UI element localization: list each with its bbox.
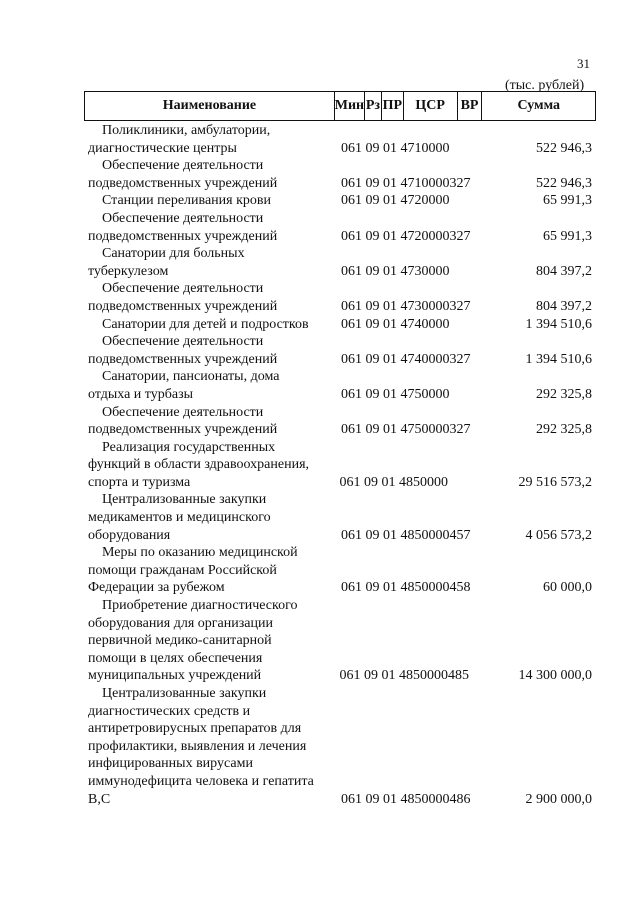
- table-row: [88, 439, 596, 492]
- row-name-line: подведомственных учреждений: [88, 228, 278, 244]
- row-amount: 1 394 510,6: [525, 316, 592, 332]
- row-name-line: помощи гражданам Российской: [88, 562, 277, 578]
- row-name-line: муниципальных учреждений: [88, 668, 262, 684]
- row-name-line: диагностических средств и: [88, 703, 251, 719]
- table-body: [88, 122, 596, 808]
- row-name-line: отдыха и турбазы: [88, 386, 194, 402]
- row-name-line: Приобретение диагностического: [102, 598, 298, 614]
- row-amount: 4 056 573,2: [525, 527, 592, 543]
- row-name-line: оборудования: [88, 527, 171, 543]
- row-name-line: Обеспечение деятельности: [102, 334, 264, 350]
- row-name: [88, 597, 338, 685]
- row-code: 061 09 01 4710000: [341, 140, 450, 156]
- row-name-line: Реализация государственных: [102, 439, 276, 455]
- table-row: [88, 192, 596, 210]
- row-name-line: Санатории для детей и подростков: [102, 316, 309, 332]
- row-name: [88, 439, 338, 492]
- page-number: 31: [577, 56, 590, 71]
- row-code: 061 09 01 4750000327: [341, 422, 471, 438]
- header-pr: ПР: [382, 92, 404, 120]
- row-name: [88, 404, 339, 439]
- row-code: 061 09 01 4730000: [341, 263, 450, 279]
- header-sum: Сумма: [517, 98, 561, 113]
- row-name: [88, 122, 339, 157]
- row-code: 061 09 01 4720000: [341, 193, 450, 209]
- table-row: [88, 210, 596, 245]
- table-row: [88, 245, 596, 280]
- row-name-line: Централизованные закупки: [102, 686, 267, 701]
- row-name: [88, 544, 339, 597]
- row-name-line: профилактики, выявления и лечения: [88, 738, 307, 754]
- row-name-line: инфицированных вирусами: [88, 756, 253, 772]
- row-name-line: диагностические центры: [88, 140, 237, 156]
- row-name-line: антиретровирусных препаратов для: [88, 721, 302, 737]
- table-row: [88, 157, 596, 192]
- row-name-line: подведомственных учреждений: [88, 422, 278, 438]
- row-amount: 29 516 573,2: [518, 474, 592, 490]
- row-name-line: туберкулезом: [88, 263, 169, 279]
- header-vr: ВР: [458, 92, 483, 120]
- row-name-line: медикаментов и медицинского: [88, 510, 271, 526]
- row-amount: 522 946,3: [536, 175, 592, 191]
- row-name-line: подведомственных учреждений: [88, 351, 278, 367]
- row-code: 061 09 01 4850000458: [341, 580, 471, 596]
- row-name: [88, 280, 339, 315]
- row-amount: 65 991,3: [543, 193, 592, 209]
- table-row: [88, 333, 596, 368]
- row-code: 061 09 01 4730000327: [341, 298, 471, 314]
- header-name: Наименование: [85, 92, 335, 120]
- table-row: [88, 368, 596, 403]
- table-row: [88, 544, 596, 597]
- row-name-line: спорта и туризма: [88, 474, 191, 490]
- table-row: [88, 685, 596, 808]
- row-amount: 14 300 000,0: [518, 668, 592, 684]
- row-code: 061 09 01 4750000: [341, 386, 450, 402]
- row-amount: 1 394 510,6: [525, 351, 592, 367]
- row-name-line: Обеспечение деятельности: [102, 281, 264, 297]
- row-name-line: Обеспечение деятельности: [102, 158, 264, 174]
- header-rz: Рз: [365, 92, 382, 120]
- row-name-line: Поликлиники, амбулатории,: [102, 123, 271, 138]
- row-name-line: подведомственных учреждений: [88, 298, 278, 314]
- row-name-line: Меры по оказанию медицинской: [102, 545, 298, 561]
- row-amount: 804 397,2: [536, 298, 592, 314]
- row-name-line: подведомственных учреждений: [88, 175, 278, 191]
- row-code: 061 09 01 4720000327: [341, 228, 471, 244]
- row-amount: 60 000,0: [543, 580, 592, 596]
- row-name: [88, 245, 339, 280]
- row-name-line: Федерации за рубежом: [88, 580, 225, 596]
- row-name: [88, 685, 339, 808]
- row-name: [88, 192, 339, 210]
- row-name-line: Обеспечение деятельности: [102, 210, 264, 226]
- row-name-line: Санатории, пансионаты, дома: [102, 369, 280, 385]
- row-code: 061 09 01 4740000327: [341, 351, 471, 367]
- row-amount: 2 900 000,0: [525, 791, 592, 807]
- row-name-line: Станции переливания крови: [102, 193, 271, 209]
- row-name: [88, 210, 339, 245]
- row-name-line: В,С: [88, 791, 111, 807]
- units-note: (тыс. рублей): [505, 78, 585, 93]
- row-amount: 65 991,3: [543, 228, 592, 244]
- row-code: 061 09 01 4740000: [341, 316, 450, 332]
- row-name: [88, 157, 339, 192]
- row-amount: 292 325,8: [536, 422, 592, 438]
- row-name: [88, 491, 339, 544]
- row-code: 061 09 01 4850000: [339, 474, 449, 490]
- header-csr: ЦСР: [404, 92, 458, 120]
- row-amount: 292 325,8: [536, 386, 592, 402]
- row-code: 061 09 01 4850000457: [341, 527, 471, 543]
- row-name: [88, 368, 339, 403]
- row-name-line: функций в области здравоохранения,: [88, 457, 310, 473]
- row-name-line: Централизованные закупки: [102, 492, 267, 508]
- table-row: [88, 491, 596, 544]
- table-row: [88, 316, 596, 334]
- table-row: [88, 122, 596, 157]
- row-name-line: первичной медико-санитарной: [88, 633, 272, 649]
- row-name-line: Санатории для больных: [102, 246, 245, 262]
- table-row: [88, 280, 596, 315]
- row-name: [88, 316, 339, 334]
- header-min: Мин: [335, 92, 365, 120]
- row-name-line: оборудования для организации: [88, 615, 273, 631]
- table-row: [88, 597, 596, 685]
- table-header: [84, 91, 596, 121]
- row-amount: 522 946,3: [536, 140, 592, 156]
- row-name: [88, 333, 339, 368]
- table-row: [88, 404, 596, 439]
- row-name-line: помощи в целях обеспечения: [88, 650, 263, 666]
- row-code: 061 09 01 4850000486: [341, 791, 471, 807]
- row-amount: 804 397,2: [536, 263, 592, 279]
- row-code: 061 09 01 4710000327: [341, 175, 471, 191]
- row-name-line: иммунодефицита человека и гепатита: [88, 773, 314, 789]
- row-name-line: Обеспечение деятельности: [102, 404, 264, 420]
- row-code: 061 09 01 4850000485: [339, 668, 470, 684]
